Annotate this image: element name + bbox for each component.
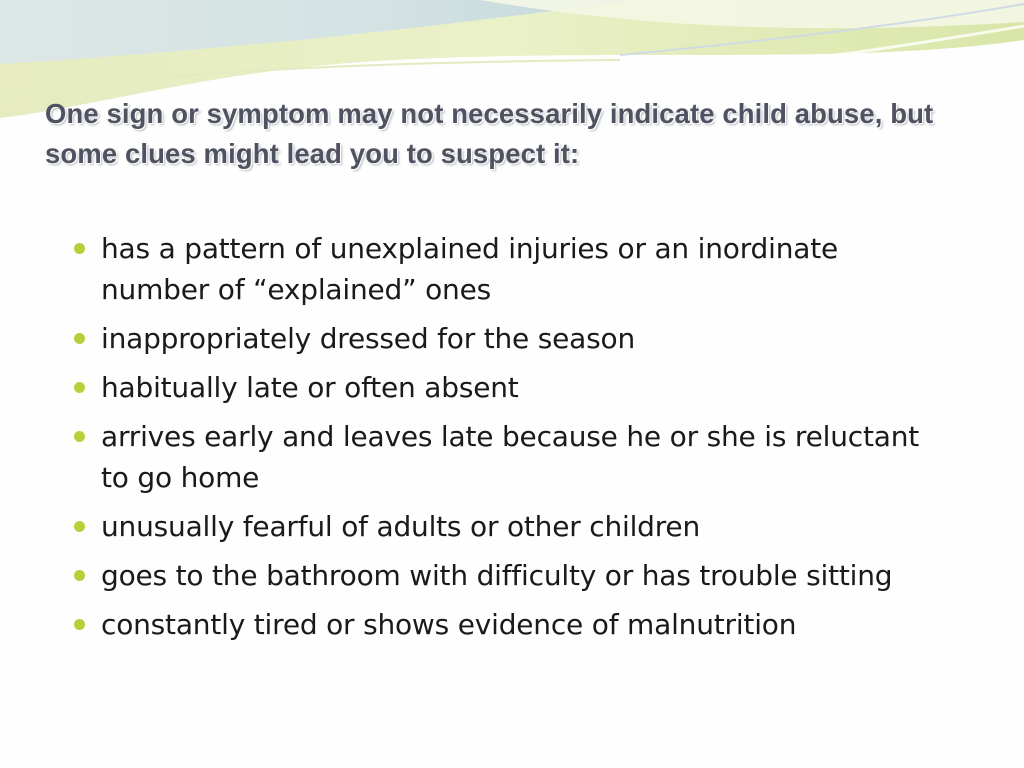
bullet-icon — [74, 619, 85, 630]
bullet-text: constantly tired or shows evidence of malnutrition — [101, 608, 797, 641]
slide-title: One sign or symptom may not necessarily indicate child abuse, but some clues might lead you to suspect it: — [45, 98, 934, 169]
list-item — [72, 604, 952, 645]
list-item — [72, 367, 952, 408]
list-item — [72, 555, 952, 596]
bullet-text: habitually late or often absent — [101, 371, 519, 404]
bullet-text: inappropriately dressed for the season — [101, 322, 635, 355]
bullet-list — [72, 228, 952, 653]
bullet-icon — [74, 570, 85, 581]
bullet-icon — [74, 243, 85, 254]
bullet-icon — [74, 431, 85, 442]
list-item — [72, 416, 952, 498]
bullet-text: arrives early and leaves late because he or she is reluctant to go home — [101, 420, 920, 494]
list-item — [72, 228, 952, 310]
bullet-icon — [74, 521, 85, 532]
bullet-text: goes to the bathroom with difficulty or has trouble sitting — [101, 559, 893, 592]
bullet-text: has a pattern of unexplained injuries or an inordinate number of “explained” ones — [101, 232, 838, 306]
list-item — [72, 318, 952, 359]
list-item — [72, 506, 952, 547]
bullet-icon — [74, 382, 85, 393]
bullet-text: unusually fearful of adults or other children — [101, 510, 700, 543]
bullet-icon — [74, 333, 85, 344]
